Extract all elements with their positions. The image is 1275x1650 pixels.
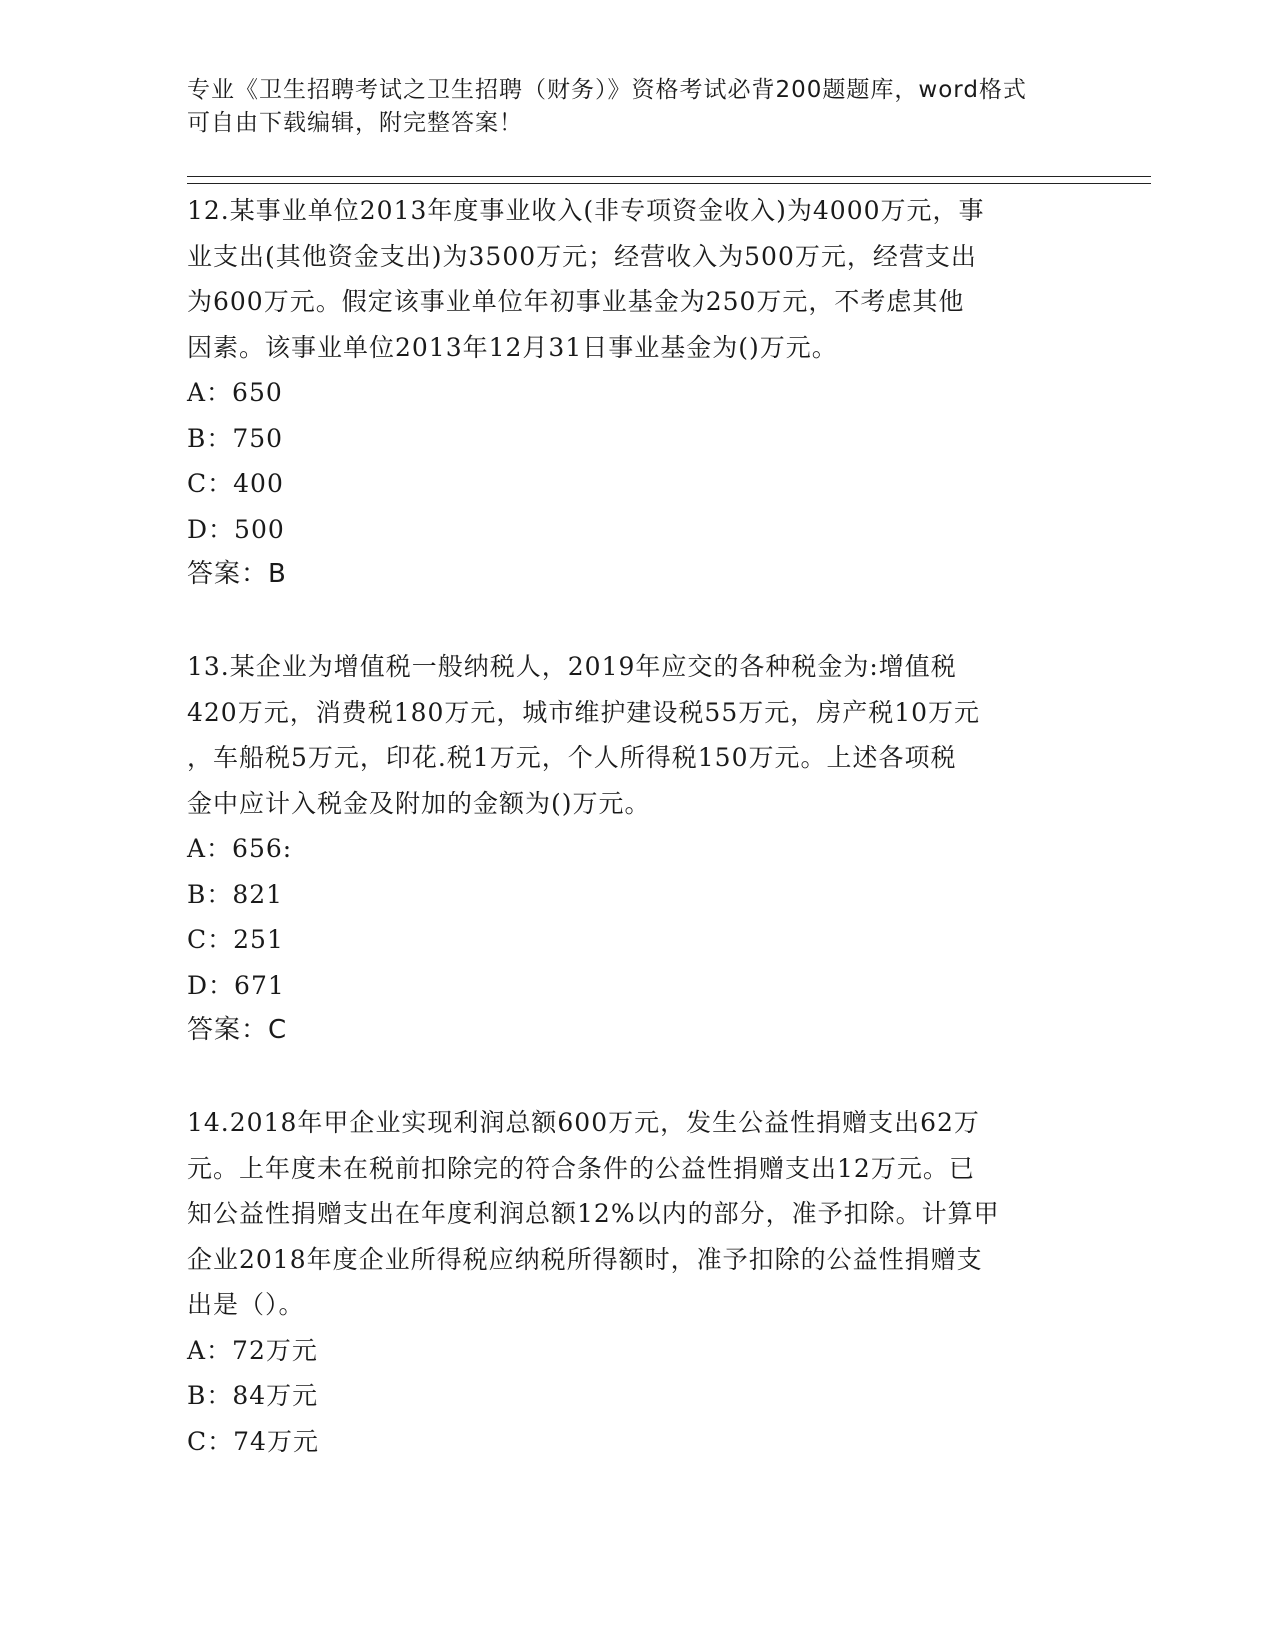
option-c: C：251 [187, 925, 284, 954]
option-c: C：400 [187, 469, 284, 498]
question-13 [187, 644, 1077, 1054]
option-b: B：750 [187, 423, 284, 453]
question-stem-line: 元。上年度未在税前扣除完的符合条件的公益性捐赠支出12万元。已 [187, 1153, 975, 1183]
header-divider-bottom [187, 183, 1151, 184]
question-stem-line: 金中应计入税金及附加的金额为()万元。 [187, 788, 651, 818]
question-12 [187, 188, 1077, 598]
question-stem [187, 188, 1077, 370]
option-b: B：84万元 [187, 1381, 319, 1410]
option-b: B：821 [187, 879, 284, 909]
question-stem [187, 1100, 1077, 1328]
question-stem-line: 知公益性捐赠支出在年度利润总额12%以内的部分，准予扣除。计算甲 [187, 1199, 1000, 1228]
question-stem-line: 14.2018年甲企业实现利润总额600万元，发生公益性捐赠支出62万 [187, 1108, 980, 1137]
document-header [187, 74, 1087, 140]
answer-line: 答案：C [187, 1015, 288, 1045]
question-stem-line: 业支出(其他资金支出)为3500万元；经营收入为500万元，经营支出 [187, 241, 977, 271]
header-divider-top [187, 176, 1151, 177]
option-a: A：72万元 [187, 1335, 318, 1365]
question-stem-line: 企业2018年度企业所得税应纳税所得额时，准予扣除的公益性捐赠支 [187, 1244, 983, 1274]
question-14 [187, 1100, 1077, 1464]
option-a: A：656: [187, 834, 293, 863]
question-stem-line: 出是（）。 [187, 1290, 305, 1319]
question-stem-line: 13.某企业为增值税一般纳税人，2019年应交的各种税金为:增值税 [187, 652, 957, 681]
option-c: C：74万元 [187, 1426, 319, 1456]
option-d: D：500 [187, 514, 285, 544]
option-a: A：650 [187, 378, 283, 407]
question-stem-line: 12.某事业单位2013年度事业收入(非专项资金收入)为4000万元，事 [187, 196, 985, 225]
option-d: D：671 [187, 970, 285, 1000]
header-title-line-2: 可自由下载编辑，附完整答案！ [187, 110, 523, 136]
answer-line: 答案：B [187, 559, 287, 589]
question-stem-line: 420万元，消费税180万元，城市维护建设税55万元，房产税10万元 [187, 697, 981, 727]
header-title-line-1: 专业《卫生招聘考试之卫生招聘（财务）》资格考试必背200题题库，word格式 [187, 77, 1027, 103]
question-stem-line: 为600万元。假定该事业单位年初事业基金为250万元，不考虑其他 [187, 287, 965, 316]
question-stem [187, 644, 1077, 826]
question-stem-line: 因素。该事业单位2013年12月31日事业基金为()万元。 [187, 332, 838, 362]
question-stem-line: ，车船税5万元，印花.税1万元，个人所得税150万元。上述各项税 [187, 743, 957, 772]
